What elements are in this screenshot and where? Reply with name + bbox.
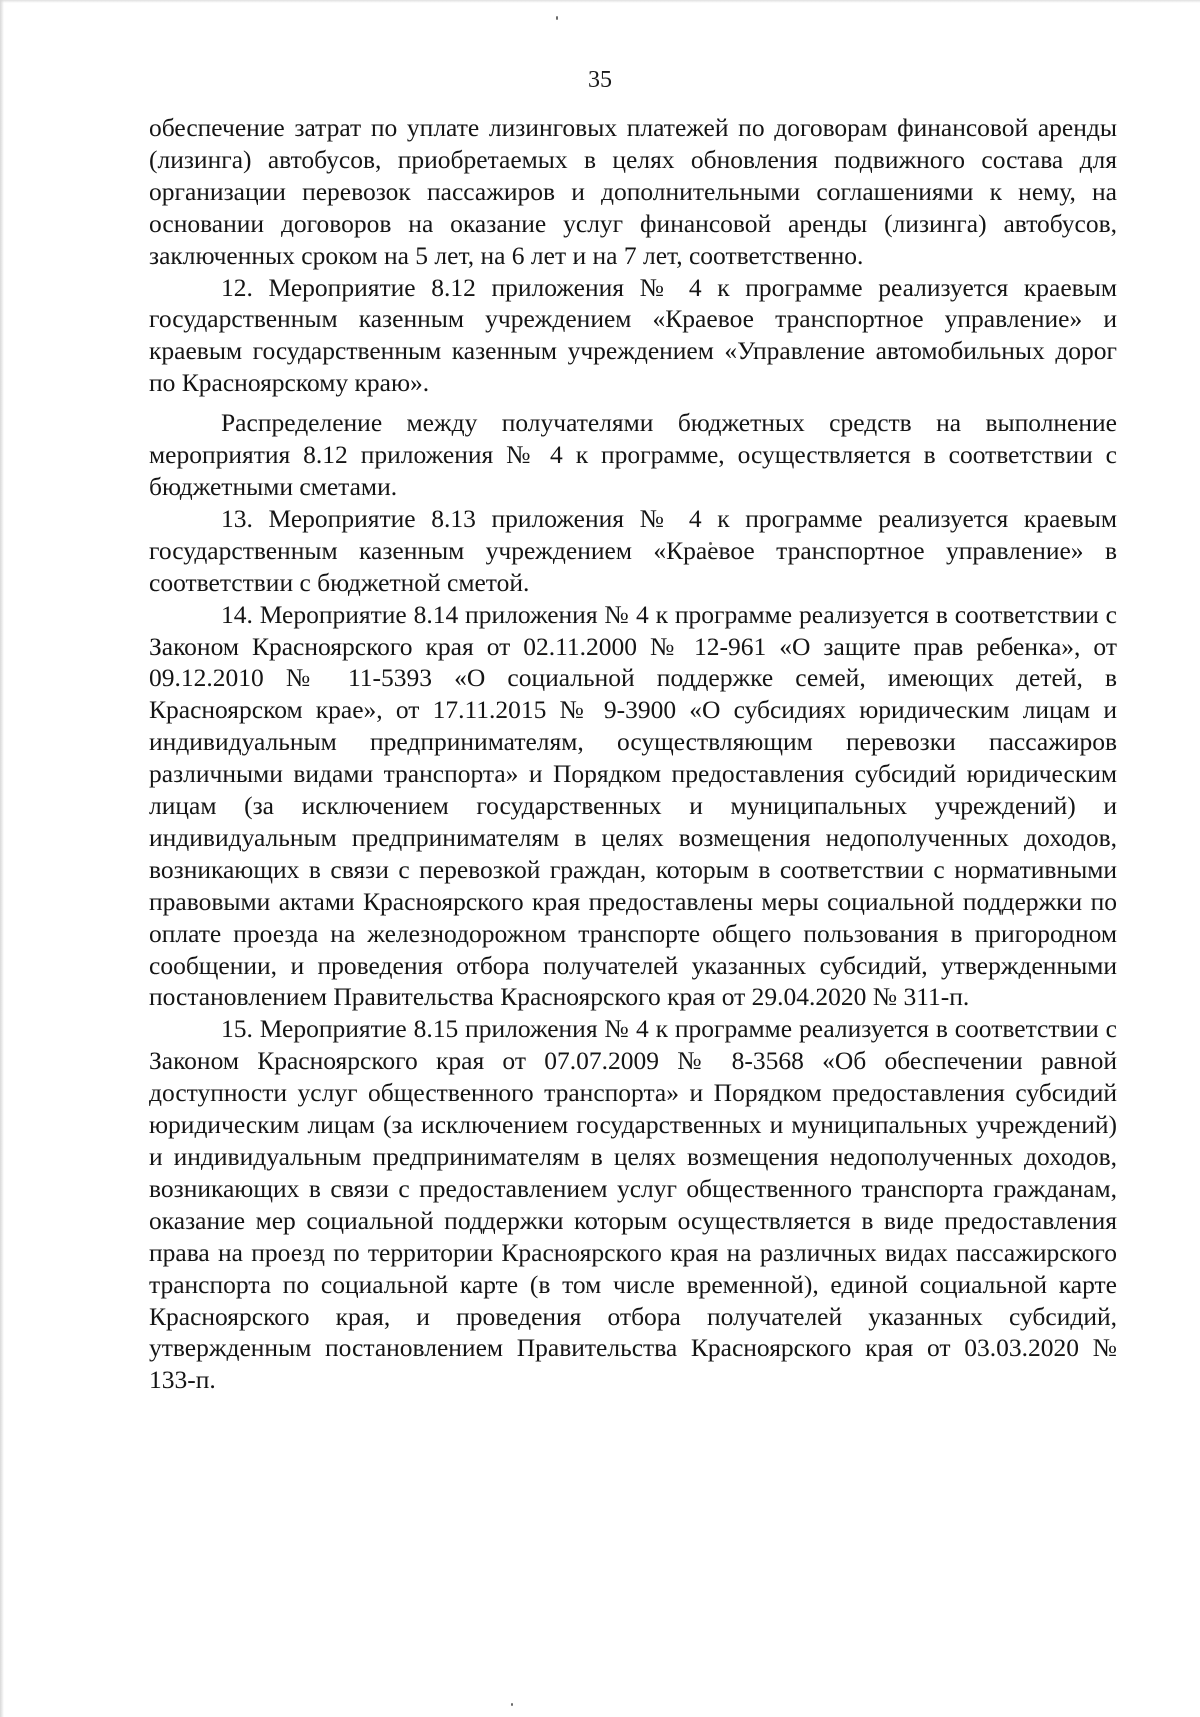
scan-edge-top bbox=[0, 0, 1200, 3]
paragraph-15: 15. Мероприятие 8.15 приложения № 4 к программе реализуется в соответствии с Законом Красноярского края от 07.07.2009 № 8-3568 «Об обеспечении равной доступности услуг общественного транспорта» и Порядком предоставления субсидий юридическим лицам (за исключением государственных и муниципальных учреждений) и индивидуальным предпринимателям в целях возмещения недополученных доходов, возникающих в связи с предоставлением услуг общественного транспорта гражданам, оказание мер социальной поддержки которым осуществляется в виде предоставления права на проезд по территории Красноярского края на различных видах пассажирского транспорта по социальной карте (в том числе временной), единой социальной карте Красноярского края, и проведения отбора получателей указанных субсидий, утвержденным постановлением Правительства Красноярского края от 03.03.2020 № 133-п. bbox=[149, 1014, 1117, 1395]
paragraph-14: 14. Мероприятие 8.14 приложения № 4 к программе реализуется в соответствии с Законом Красноярского края от 02.11.2000 № 12-961 «О защите прав ребенка», от 09.12.2010 № 11-5393 «О социальной поддержке семей, имеющих детей, в Красноярском крае», от 17.11.2015 № 9-3900 «О субсидиях юридическим лицам и индивидуальным предпринимателям, осуществляющим перевозки пассажиров различными видами транспорта» и Порядком предоставления субсидий юридическим лицам (за исключением государственных и муниципальных учреждений) и индивидуальным предпринимателям в целях возмещения недополученных доходов, возникающих в связи с перевозкой граждан, которым в соответствии с нормативными правовыми актами Красноярского края предоставлены меры социальной поддержки по оплате проезда на железнодорожном транспорте общего пользования в пригородном сообщении, и проведения отбора получателей указанных субсидий, утвержденными постановлением Правительства Красноярского края от 29.04.2020 № 311-п. bbox=[149, 599, 1117, 1012]
scan-edge-left bbox=[0, 0, 4, 1717]
paragraph-continuation: обеспечение затрат по уплате лизинговых платежей по договорам финансовой аренды (лизинга) автобусов, приобретаемых в целях обновления подвижного состава для организации перевозок пассажиров и дополнительными соглашениями к нему, на основании договоров на оказание услуг финансовой аренды (лизинга) автобусов, заключенных сроком на 5 лет, на 6 лет и на 7 лет, соответственно. bbox=[149, 113, 1117, 270]
scan-speck bbox=[556, 16, 558, 20]
paragraph-13: 13. Мероприятие 8.13 приложения № 4 к программе реализуется краевым государственным казенным учреждением «Краевое транспортное управление» в соответствии с бюджетной сметой. bbox=[149, 503, 1117, 597]
scan-speck bbox=[511, 1703, 513, 1706]
paragraph-12: 12. Мероприятие 8.12 приложения № 4 к программе реализуется краевым государственным казенным учреждением «Краевое транспортное управление» и краевым государственным казенным учреждением «Управление автомобильных дорог по Красноярскому краю». bbox=[149, 272, 1117, 398]
paragraph-distribution: Распределение между получателями бюджетных средств на выполнение мероприятия 8.12 приложения № 4 к программе, осуществляется в соответствии с бюджетными сметами. bbox=[149, 408, 1117, 501]
document-body bbox=[149, 112, 1117, 1396]
page-number: 35 bbox=[588, 67, 612, 93]
